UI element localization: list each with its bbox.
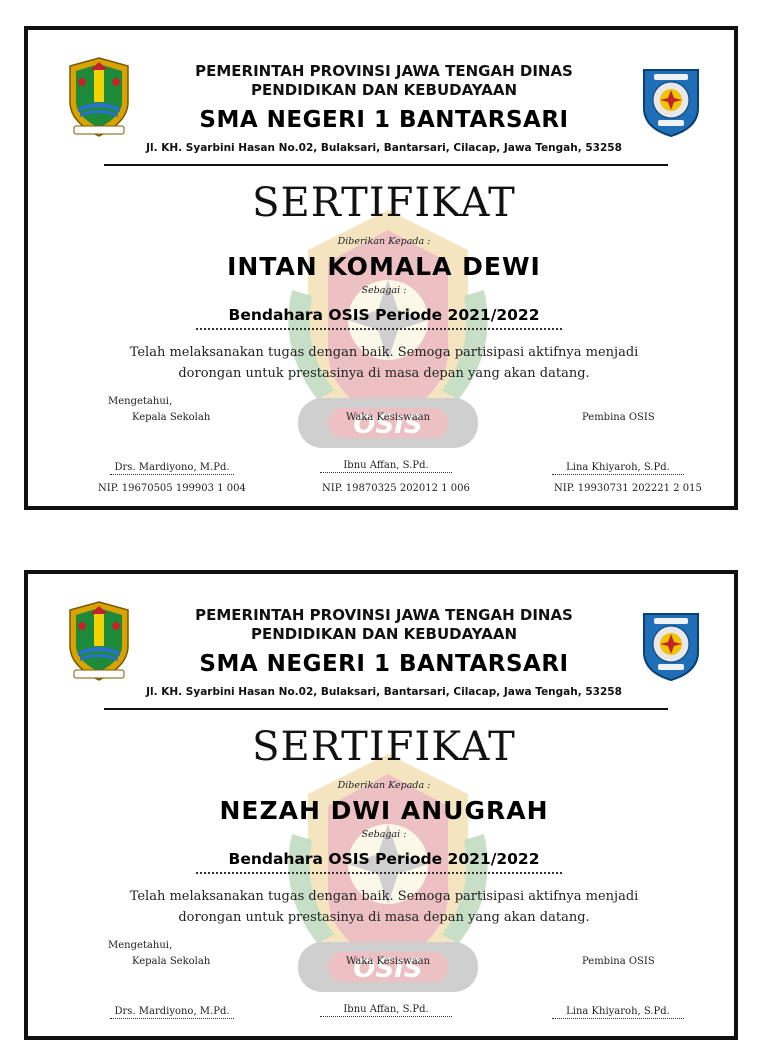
- principal-signature-name: Drs. Mardiyono, M.Pd.: [110, 462, 234, 475]
- description: [88, 886, 680, 928]
- principal-title: Kepala Sekolah: [132, 412, 211, 423]
- role-dotted-line: [196, 872, 562, 874]
- certificate-title: SERTIFIKAT: [252, 180, 516, 226]
- vice-principal-nip: NIP. 19870325 202012 1 006: [322, 483, 470, 494]
- header-line1: PEMERINTAH PROVINSI JAWA TENGAH DINAS: [195, 62, 573, 80]
- given-to-label: Diberikan Kepada :: [337, 780, 431, 791]
- recipient-name: NEZAH DWI ANUGRAH: [219, 796, 549, 825]
- sma-bantarsari-logo-icon: [640, 610, 702, 682]
- given-to-label: Diberikan Kepada :: [337, 236, 431, 247]
- certificate-title: SERTIFIKAT: [252, 724, 516, 770]
- recipient-role: Bendahara OSIS Periode 2021/2022: [228, 306, 540, 324]
- certificate-1: [24, 26, 738, 510]
- header-divider: [104, 164, 668, 166]
- header-line1: PEMERINTAH PROVINSI JAWA TENGAH DINAS: [195, 606, 573, 624]
- principal-signature-name: Drs. Mardiyono, M.Pd.: [110, 1006, 234, 1019]
- principal-title: Kepala Sekolah: [132, 956, 211, 967]
- principal-nip: NIP. 19670505 199903 1 004: [98, 483, 246, 494]
- school-address: Jl. KH. Syarbini Hasan No.02, Bulaksari, Bantarsari, Cilacap, Jawa Tengah, 53258: [146, 686, 622, 698]
- school-address: Jl. KH. Syarbini Hasan No.02, Bulaksari, Bantarsari, Cilacap, Jawa Tengah, 53258: [146, 142, 622, 154]
- recipient-name: INTAN KOMALA DEWI: [227, 252, 541, 281]
- description-line2: dorongan untuk prestasinya di masa depan yang akan datang.: [178, 366, 590, 381]
- advisor-nip: NIP. 19930731 202221 2 015: [554, 483, 702, 494]
- vice-principal-signature-name: Ibnu Affan, S.Pd.: [320, 1004, 452, 1017]
- advisor-signature-name: Lina Khiyaroh, S.Pd.: [552, 1006, 684, 1019]
- as-label: Sebagai :: [361, 285, 407, 296]
- role-dotted-line: [196, 328, 562, 330]
- header-divider: [104, 708, 668, 710]
- header-line2: PENDIDIKAN DAN KEBUDAYAAN: [250, 625, 517, 643]
- recipient-role: Bendahara OSIS Periode 2021/2022: [228, 850, 540, 868]
- jawa-tengah-crest-icon: [64, 56, 134, 138]
- vice-principal-title: Waka Kesiswaan: [346, 956, 431, 967]
- as-label: Sebagai :: [361, 829, 407, 840]
- description-line1: Telah melaksanakan tugas dengan baik. Semoga partisipasi aktifnya menjadi: [129, 889, 639, 904]
- school-name: SMA NEGERI 1 BANTARSARI: [199, 107, 569, 133]
- description-line1: Telah melaksanakan tugas dengan baik. Semoga partisipasi aktifnya menjadi: [129, 345, 639, 360]
- vice-principal-title: Waka Kesiswaan: [346, 412, 431, 423]
- header-line2: PENDIDIKAN DAN KEBUDAYAAN: [250, 81, 517, 99]
- school-name: SMA NEGERI 1 BANTARSARI: [199, 651, 569, 677]
- description-line2: dorongan untuk prestasinya di masa depan yang akan datang.: [178, 910, 590, 925]
- advisor-title: Pembina OSIS: [582, 956, 655, 967]
- vice-principal-signature-name: Ibnu Affan, S.Pd.: [320, 460, 452, 473]
- description: [88, 342, 680, 384]
- sma-bantarsari-logo-icon: [640, 66, 702, 138]
- knowing-label: Mengetahui,: [108, 940, 173, 951]
- advisor-title: Pembina OSIS: [582, 412, 655, 423]
- knowing-label: Mengetahui,: [108, 396, 173, 407]
- certificate-2: [24, 570, 738, 1040]
- header-institution: [148, 606, 620, 644]
- jawa-tengah-crest-icon: [64, 600, 134, 682]
- advisor-signature-name: Lina Khiyaroh, S.Pd.: [552, 462, 684, 475]
- header-institution: [148, 62, 620, 100]
